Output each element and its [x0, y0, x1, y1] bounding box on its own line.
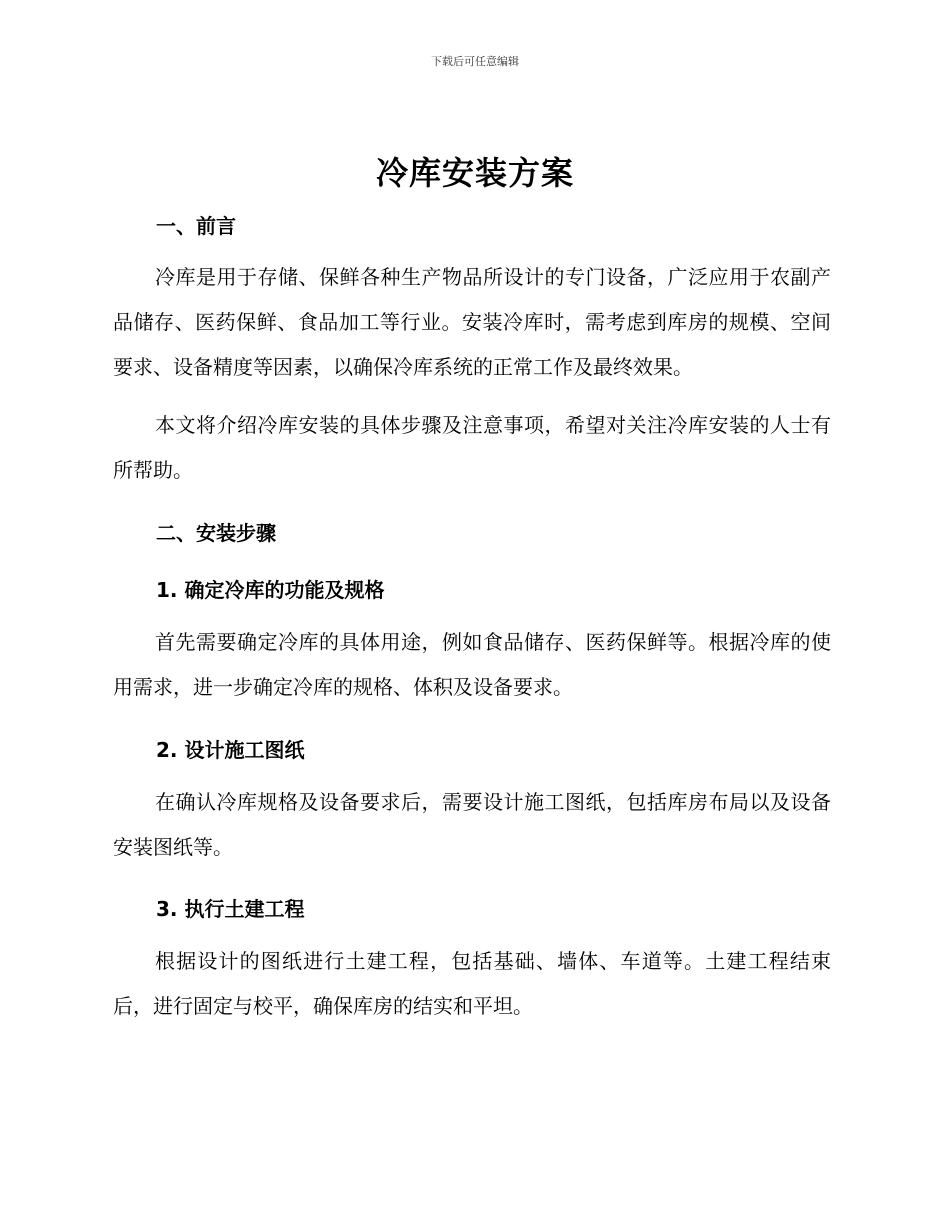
preface-paragraph-1: 冷库是用于存储、保鲜各种生产物品所设计的专门设备，广泛应用于农副产品储存、医药保鲜、食品加工等行业。安装冷库时，需考虑到库房的规模、空间要求、设备精度等因素，以确保冷库系统的正常工作及最终效果。 — [113, 265, 831, 379]
step-3-text: 根据设计的图纸进行土建工程，包括基础、墙体、车道等。土建工程结束后，进行固定与校平，确保库房的结实和平坦。 — [113, 949, 831, 1018]
step-2-heading: 2. 设计施工图纸 — [156, 738, 305, 762]
header-note: 下载后可任意编辑 — [431, 55, 519, 68]
step-1-heading: 1. 确定冷库的功能及规格 — [156, 578, 385, 602]
step-1-text: 首先需要确定冷库的具体用途，例如食品储存、医药保鲜等。根据冷库的使用需求，进一步确定冷库的规格、体积及设备要求。 — [113, 630, 831, 699]
step-3-heading: 3. 执行土建工程 — [156, 897, 305, 921]
step-2-text: 在确认冷库规格及设备要求后，需要设计施工图纸，包括库房布局以及设备安装图纸等。 — [113, 790, 831, 859]
section-heading-preface: 一、前言 — [156, 214, 236, 238]
document-title: 冷库安装方案 — [375, 154, 574, 192]
section-heading-steps: 二、安装步骤 — [156, 521, 276, 545]
preface-paragraph-2: 本文将介绍冷库安装的具体步骤及注意事项，希望对关注冷库安装的人士有所帮助。 — [113, 413, 831, 482]
